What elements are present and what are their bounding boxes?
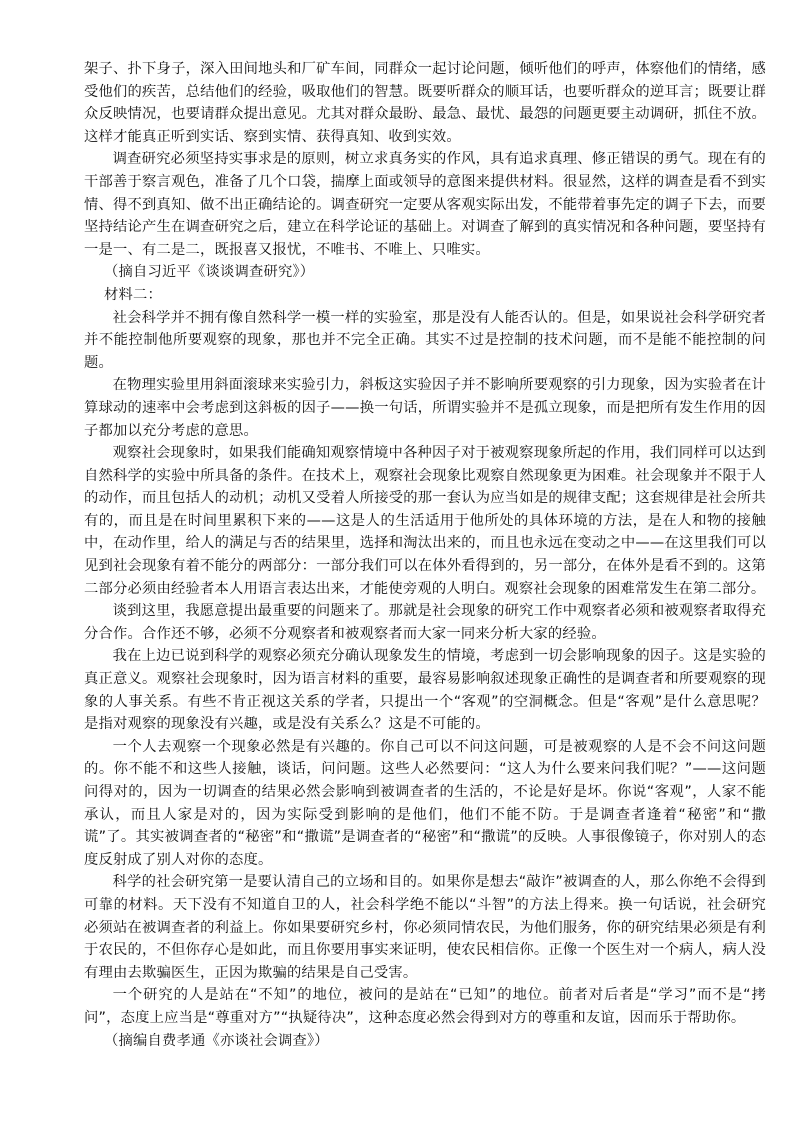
paragraph-physics-experiment: 在物理实验里用斜面滚球来实验引力，斜板这实验因子并不影响所要观察的引力现象，因为实验者在计算球动的速率中会考虑到这斜板的因子——换一句话，所谓实验并不是孤立现象，而是把所有发生作用的因子都加以充分考虑的意思。: [84, 377, 766, 439]
source-citation-fei: （摘编自费孝通《亦谈社会调查》）: [104, 1032, 329, 1049]
paragraph-seek-truth: 调查研究必须坚持实事求是的原则，树立求真务实的作风，具有追求真理、修正错误的勇气。现在有的干部善于察言观色，准备了几个口袋，揣摩上面或领导的意图来提供材料。很显然，这样的调查是看不到实情、得不到真知、做不出正确结论的。调查研究一定要从客观实际出发，不能带着事先定的调子下去，而要坚持结论产生在调查研究之后，建立在科学论证的基础上。对调查了解到的真实情况和各种问题，要坚持有一是一、有二是二，既报喜又报忧，不唯书、不唯上、只唯实。: [84, 151, 766, 258]
paragraph-observing-society: 观察社会现象时，如果我们能确知观察情境中各种因子对于被观察现象所起的作用，我们同样可以达到自然科学的实验中所具备的条件。在技术上，观察社会现象比观察自然现象更为困难。社会现象并不限于人的动作，而且包括人的动机；动机又受着人所接受的那一套认为应当如是的规律支配；这套规律是社会所共有的，而且是在时间里累积下来的——这是人的生活适用于他所处的具体环境的方法，是在人和物的接触中，在动作里，给人的满足与否的结果里，选择和淘汰出来的，而且也永远在变动之中——在这里我们可以见到社会现象有着不能分的两部分：一部分我们可以在体外看得到的，另一部分，在体外是看不到的。这第二部分必须由经验者本人用语言表达出来，才能使旁观的人明白。观察社会现象的困难常发生在第二部分。: [84, 445, 766, 597]
source-citation-xi: （摘自习近平《谈谈调查研究》）: [104, 264, 315, 281]
paragraph-laboratory: 社会科学并不拥有像自然科学一模一样的实验室，那是没有人能否认的。但是，如果说社会科学研究者并不能控制他所要观察的现象，那也并不完全正确。其实不过是控制的技术问题，而不是能不能控制的问题。: [84, 309, 766, 371]
paragraph-interest: 一个人去观察一个现象必然是有兴趣的。你自己可以不问这问题，可是被观察的人是不会不问这问题的。你不能不和这些人接触，谈话，问问题。这些人必然要问：“这人为什么要来问我们呢？”——这问题问得对的，因为一切调查的结果必然会影响到被调查者的生活的，不论是好是坏。你说“客观”，人家不能承认，而且人家是对的，因为实际受到影响的是他们，他们不能不防。于是调查者逢着“秘密”和“撒谎”了。其实被调查者的“秘密”和“撒谎”是调查者的“秘密”和“撒谎”的反映。人事很像镜子，你对别人的态度反射成了别人对你的态度。: [84, 738, 766, 868]
paragraph-cooperation: 谈到这里，我愿意提出最重要的问题来了。那就是社会现象的研究工作中观察者必须和被观察者取得充分合作。合作还不够，必须不分观察者和被观察者而大家一同来分析大家的经验。: [84, 603, 766, 642]
material-two-heading: 材料二：: [104, 286, 162, 303]
paragraph-objectivity: 我在上边已说到科学的观察必须充分确认现象发生的情境，考虑到一切会影响现象的因子。这是实验的真正意义。观察社会现象时，因为语言材料的重要，最容易影响叙述现象正确性的是调查者和所要观察的现象的人事关系。有些不肯正视这关系的学者，只提出一个“客观”的空洞概念。但是“客观”是什么意思呢？是指对观察的现象没有兴趣，或是没有关系么？这是不可能的。: [84, 648, 766, 733]
paragraph-standpoint: 科学的社会研究第一是要认清自己的立场和目的。如果你是想去“敲诈”被调查的人，那么你绝不会得到可靠的材料。天下没有不知道自卫的人，社会科学绝不能以“斗智”的方法上得来。换一句话说，社会研究必须站在被调查者的利益上。你如果要研究乡村，你必须同情农民，为他们服务，你的研究结果必须是有利于农民的，不但你存心是如此，而且你要用事实来证明，使农民相信你。正像一个医生对一个病人，病人没有理由去欺骗医生，正因为欺骗的结果是自己受害。: [84, 874, 766, 981]
paragraph-continued-listening: 架子、扑下身子，深入田间地头和厂矿车间，同群众一起讨论问题，倾听他们的呼声，体察他们的情绪，感受他们的疾苦，总结他们的经验，吸取他们的智慧。既要听群众的顺耳话，也要听群众的逆耳言；既要让群众反映情况，也要请群众提出意见。尤其对群众最盼、最急、最忧、最怨的问题更要主动调研，抓住不放。这样才能真正听到实话、察到实情、获得真知、收到实效。: [84, 61, 766, 145]
paragraph-attitude: 一个研究的人是站在“不知”的地位，被问的是站在“已知”的地位。前者对后者是“学习”而不是“拷问”，态度上应当是“尊重对方”“执疑待决”，这种态度必然会得到对方的尊重和友谊，因而乐于帮助你。: [84, 987, 766, 1026]
